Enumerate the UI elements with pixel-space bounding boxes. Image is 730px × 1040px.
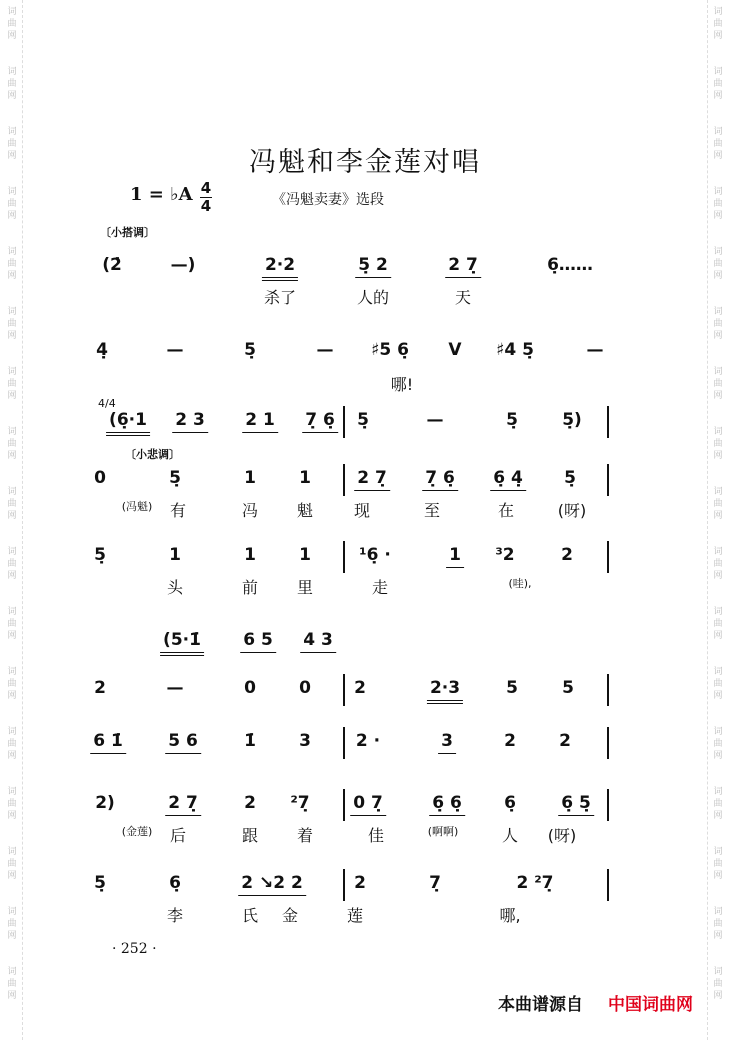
note: — — [316, 340, 334, 360]
note: 0 — [299, 678, 311, 698]
watermark-text: 词 曲 网 — [7, 847, 17, 881]
note: 5̣ — [94, 545, 106, 565]
note: 2 ↘2 2 — [238, 873, 306, 896]
lyric: 人的 — [356, 288, 390, 307]
note: 2 — [244, 793, 256, 813]
note: 5̣ — [564, 468, 576, 488]
watermark-text: 词 曲 网 — [713, 967, 723, 1001]
watermark-text: 词 曲 网 — [7, 127, 17, 161]
watermark-text: 词 曲 网 — [713, 787, 723, 821]
footer-prefix: 本曲谱源自 — [498, 995, 583, 1015]
note: 2) — [95, 793, 115, 813]
note: 2 — [559, 731, 571, 751]
lyric: 现 — [353, 501, 371, 520]
lyric: 人 — [501, 826, 519, 845]
time-bottom: 4 — [200, 197, 212, 215]
note: 0 — [94, 468, 106, 488]
watermark-text: 词 曲 网 — [7, 907, 17, 941]
lyric: 跟 — [241, 826, 259, 845]
watermark-text: 词 曲 网 — [713, 367, 723, 401]
lyric: 头 — [166, 578, 184, 597]
note: 6 1̇ — [90, 731, 126, 754]
note: 5̣ — [506, 410, 518, 430]
note: 2 — [354, 678, 366, 698]
note: 7̣ 6̣ — [302, 410, 338, 433]
watermark-text: 词 曲 网 — [713, 487, 723, 521]
watermark-text: 词 曲 网 — [713, 187, 723, 221]
lyric: 魁 — [296, 501, 314, 520]
bar-line — [343, 464, 345, 496]
bar-line — [343, 727, 345, 759]
note: 5̣ — [244, 340, 256, 360]
watermark-text: 词 曲 网 — [713, 607, 723, 641]
bar-line — [343, 541, 345, 573]
note: 2 — [354, 873, 366, 893]
note: 1 — [244, 545, 256, 565]
note: 2 ²7̣ — [516, 873, 554, 893]
sad-tune-label: 〔小悲调〕 — [125, 448, 180, 461]
note: (2̇ — [102, 255, 122, 275]
watermark-text: 词 曲 网 — [713, 547, 723, 581]
lyric: 天 — [454, 288, 472, 307]
note: 1 — [299, 468, 311, 488]
footer-site-link[interactable]: 中国词曲网 — [608, 995, 693, 1015]
bar-line — [607, 727, 609, 759]
watermark-text: 词 曲 网 — [7, 427, 17, 461]
bar-line — [343, 869, 345, 901]
lyric: (哇), — [508, 577, 532, 590]
bar-line — [607, 869, 609, 901]
watermark-text: 词 曲 网 — [713, 907, 723, 941]
note: 5 6 — [165, 731, 201, 754]
bar-line — [607, 406, 609, 438]
note: 6̣ 5̣ — [558, 793, 594, 816]
note: 5 — [562, 678, 574, 698]
note: V — [448, 340, 462, 360]
lyric: 至 — [423, 501, 441, 520]
lyric: (金莲) — [121, 825, 153, 838]
lyric: 在 — [497, 501, 515, 520]
note: 2 — [561, 545, 573, 565]
lyric: 李 — [166, 906, 184, 925]
note: —) — [170, 255, 196, 275]
note: (6̣·1 — [106, 410, 150, 436]
watermark-text: 词 曲 网 — [7, 787, 17, 821]
note: 4̣ — [96, 340, 108, 360]
note: 1 — [299, 545, 311, 565]
note: 5̣) — [562, 410, 582, 430]
bar-line — [343, 406, 345, 438]
lyric: 后 — [169, 826, 187, 845]
watermark-text: 词 曲 网 — [713, 127, 723, 161]
source-note: 《冯魁卖妻》选段 — [272, 192, 384, 208]
lyric: 冯 — [241, 501, 259, 520]
note: ¹6̣ · — [359, 545, 391, 565]
note: 6̣ — [504, 793, 516, 813]
note: ♯5 6̣ — [371, 340, 409, 360]
note: ³2 — [495, 545, 515, 565]
watermark-text: 词 曲 网 — [713, 427, 723, 461]
time-signature — [200, 180, 212, 215]
lyric: 哪! — [390, 375, 414, 394]
watermark-text: 词 曲 网 — [7, 187, 17, 221]
page-number: · 252 · — [112, 941, 157, 957]
note: 2·3 — [427, 678, 463, 704]
lyric: (呀) — [547, 826, 577, 845]
note: 3 — [299, 731, 311, 751]
watermark-text: 词 曲 网 — [713, 67, 723, 101]
note: 2 7̣ — [354, 468, 390, 491]
note: — — [586, 340, 604, 360]
key-signature: 1 = ♭A — [130, 184, 193, 205]
note: 2 · — [355, 731, 381, 751]
note: 6 5 — [240, 630, 276, 653]
note: 1 — [169, 545, 181, 565]
lyric: 佳 — [367, 826, 385, 845]
lyric: 莲 — [346, 906, 364, 925]
note: 7̣ 6̣ — [422, 468, 458, 491]
lyric: 有 — [169, 501, 187, 520]
bar-line — [343, 674, 345, 706]
bar-line — [607, 464, 609, 496]
note: 2 3 — [172, 410, 208, 433]
meter-change-label: 4/4 — [98, 397, 116, 410]
bar-line — [607, 789, 609, 821]
note: 1̇ — [244, 731, 256, 751]
bar-line — [343, 789, 345, 821]
time-top: 4 — [200, 179, 212, 197]
note: 6̣ 4̣ — [490, 468, 526, 491]
watermark-text: 词 曲 网 — [713, 847, 723, 881]
note: 6̣ 6̣ — [429, 793, 465, 816]
note: 0 — [244, 678, 256, 698]
note: 6̣…… — [547, 255, 593, 275]
note: 2 7̣ — [165, 793, 201, 816]
lyric: (呀) — [557, 501, 587, 520]
lyric: 着 — [296, 826, 314, 845]
note: 1 — [446, 545, 464, 568]
note: 4 3 — [300, 630, 336, 653]
watermark-text: 词 曲 网 — [7, 547, 17, 581]
intro-tune-label: 〔小搭调〕 — [100, 226, 155, 239]
lyric: 里 — [296, 578, 314, 597]
bar-line — [607, 541, 609, 573]
lyric: 走 — [371, 578, 389, 597]
lyric: 哪, — [499, 906, 521, 925]
watermark-text: 词 曲 网 — [7, 7, 17, 41]
watermark-text: 词 曲 网 — [713, 7, 723, 41]
note: 1 — [244, 468, 256, 488]
lyric: 氏 — [241, 906, 259, 925]
watermark-text: 词 曲 网 — [7, 967, 17, 1001]
note: 6̣ — [169, 873, 181, 893]
note: 0 7̣ — [350, 793, 386, 816]
watermark-text: 词 曲 网 — [7, 307, 17, 341]
note: 5 — [506, 678, 518, 698]
lyric: (冯魁) — [121, 500, 153, 513]
note: — — [166, 340, 184, 360]
note: 5̣ — [94, 873, 106, 893]
watermark-text: 词 曲 网 — [7, 247, 17, 281]
note: 2 — [94, 678, 106, 698]
note: — — [426, 410, 444, 430]
page-title: 冯魁和李金莲对唱 — [249, 147, 481, 178]
watermark-text: 词 曲 网 — [7, 367, 17, 401]
watermark-text: 词 曲 网 — [7, 667, 17, 701]
lyric: 杀了 — [263, 288, 297, 307]
watermark-text: 词 曲 网 — [713, 667, 723, 701]
note: 2 1 — [242, 410, 278, 433]
watermark-text: 词 曲 网 — [713, 727, 723, 761]
lyric: (啊啊) — [427, 825, 459, 838]
note: — — [166, 678, 184, 698]
note: 5̣ 2 — [355, 255, 391, 278]
note: 2 7̣ — [445, 255, 481, 278]
note: 5̣ — [169, 468, 181, 488]
watermark-text: 词 曲 网 — [7, 727, 17, 761]
watermark-text: 词 曲 网 — [713, 247, 723, 281]
note: ♯4 5̣ — [496, 340, 534, 360]
watermark-text: 词 曲 网 — [7, 487, 17, 521]
note: 5̣ — [357, 410, 369, 430]
watermark-text: 词 曲 网 — [7, 607, 17, 641]
note: 2 — [504, 731, 516, 751]
bar-line — [607, 674, 609, 706]
note: 3 — [438, 731, 456, 754]
lyric: 前 — [241, 578, 259, 597]
lyric: 金 — [281, 906, 299, 925]
note: 2·2 — [262, 255, 298, 281]
note: ²7̣ — [290, 793, 310, 813]
watermark-text: 词 曲 网 — [7, 67, 17, 101]
note: (5·1̇ — [160, 630, 204, 656]
note: 7̣ — [429, 873, 441, 893]
watermark-text: 词 曲 网 — [713, 307, 723, 341]
